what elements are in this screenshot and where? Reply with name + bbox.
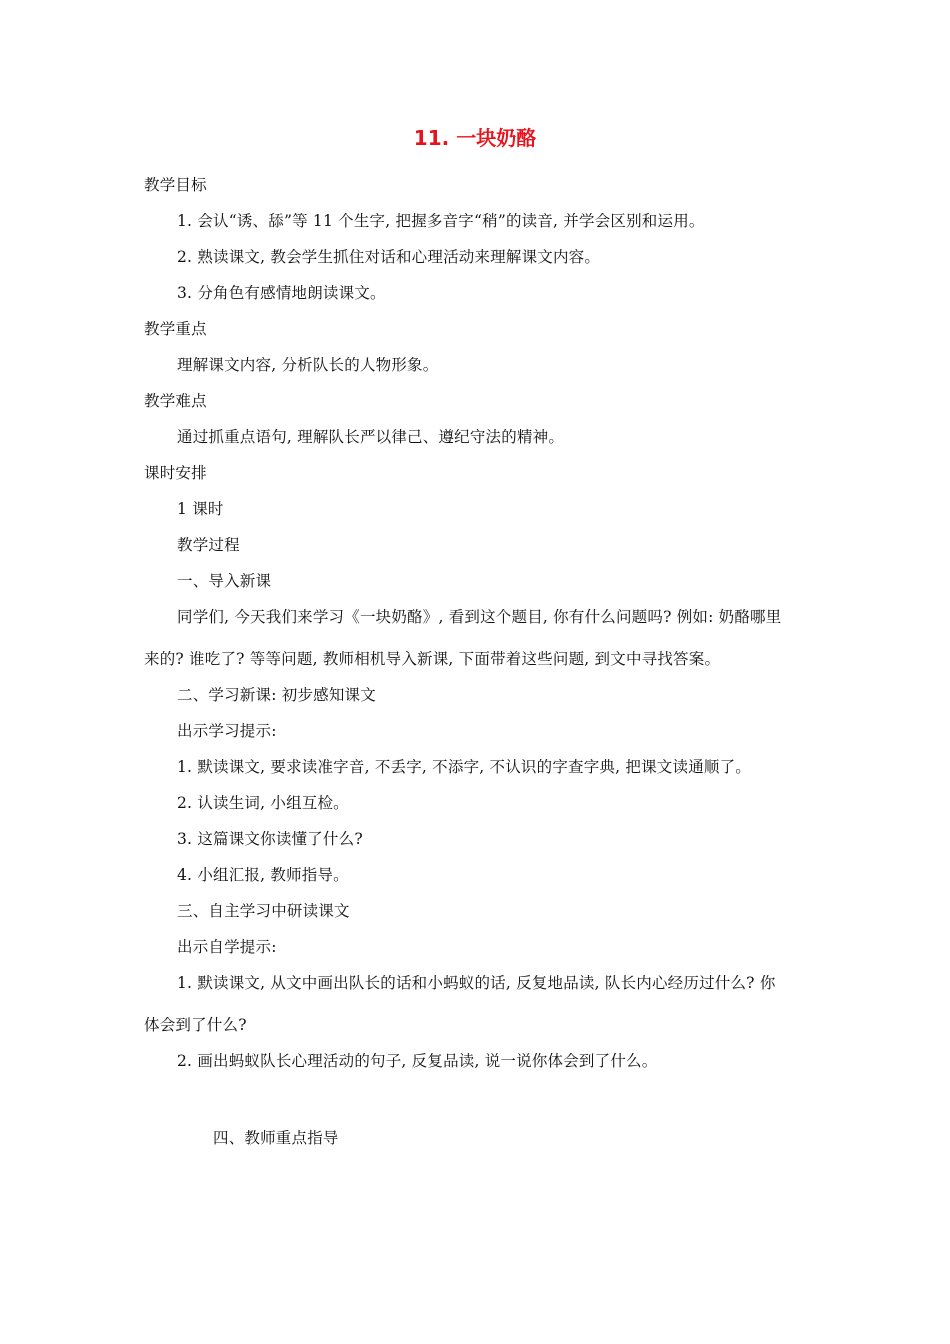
section-heading-schedule: 课时安排 [144, 464, 207, 482]
goal-item-2: 2. 熟读课文, 教会学生抓住对话和心理活动来理解课文内容。 [177, 248, 601, 266]
step2-item-2: 2. 认读生词, 小组互检。 [177, 794, 349, 812]
section-heading-key: 教学重点 [144, 320, 207, 338]
step4-heading: 四、教师重点指导 [213, 1129, 339, 1147]
schedule-text: 1 课时 [177, 500, 224, 518]
step2-item-1: 1. 默读课文, 要求读准字音, 不丢字, 不添字, 不认识的字查字典, 把课文读通顺了。 [177, 758, 751, 776]
step1-heading: 一、导入新课 [177, 572, 272, 590]
step2-heading: 二、学习新课: 初步感知课文 [177, 686, 376, 704]
step3-item-1-line-2: 体会到了什么? [144, 1016, 247, 1034]
step3-heading: 三、自主学习中研读课文 [177, 902, 350, 920]
goal-item-3: 3. 分角色有感情地朗读课文。 [177, 284, 386, 302]
step3-item-2: 2. 画出蚂蚁队长心理活动的句子, 反复品读, 说一说你体会到了什么。 [177, 1052, 658, 1070]
section-heading-goals: 教学目标 [144, 176, 207, 194]
key-text: 理解课文内容, 分析队长的人物形象。 [177, 356, 439, 374]
section-heading-difficulty: 教学难点 [144, 392, 207, 410]
step3-item-1-line-1: 1. 默读课文, 从文中画出队长的话和小蚂蚁的话, 反复地品读, 队长内心经历过什么? 你 [177, 974, 776, 992]
step2-prompt: 出示学习提示: [177, 722, 277, 740]
step1-text-line-1: 同学们, 今天我们来学习《一块奶酪》, 看到这个题目, 你有什么问题吗? 例如: 奶酪哪里 [177, 608, 782, 626]
step1-text-line-2: 来的? 谁吃了? 等等问题, 教师相机导入新课, 下面带着这些问题, 到文中寻找答案。 [144, 650, 721, 668]
section-heading-process: 教学过程 [177, 536, 240, 554]
document-title: 11. 一块奶酪 [413, 126, 537, 150]
step2-item-3: 3. 这篇课文你读懂了什么? [177, 830, 363, 848]
step3-prompt: 出示自学提示: [177, 938, 277, 956]
difficulty-text: 通过抓重点语句, 理解队长严以律己、遵纪守法的精神。 [177, 428, 565, 446]
step2-item-4: 4. 小组汇报, 教师指导。 [177, 866, 349, 884]
goal-item-1: 1. 会认“诱、舔”等 11 个生字, 把握多音字“稍”的读音, 并学会区别和运用。 [177, 212, 705, 230]
